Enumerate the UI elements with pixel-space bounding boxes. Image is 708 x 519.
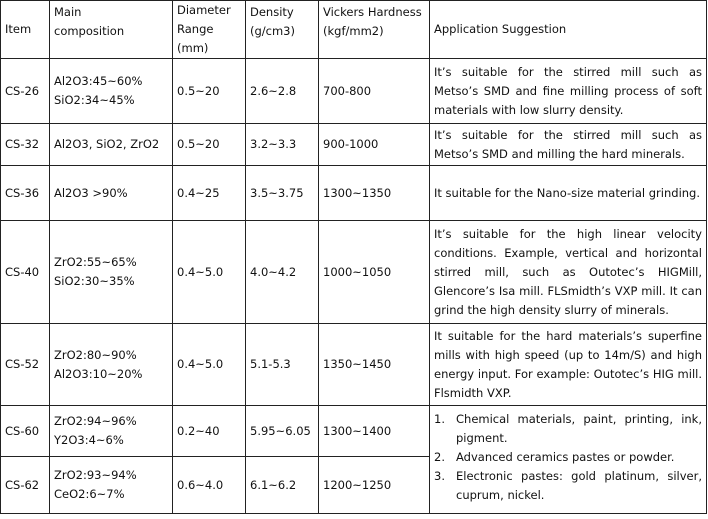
diameter-cell: 0.2~40 <box>173 406 246 457</box>
header-row <box>1 1 707 59</box>
composition-cell: Al2O3:45~60% SiO2:34~45% <box>50 59 173 124</box>
header-composition: Main composition <box>50 1 173 59</box>
composition-cell: ZrO2:80~90% Al2O3:10~20% <box>50 324 173 406</box>
diameter-cell: 0.4~5.0 <box>173 324 246 406</box>
diameter-cell: 0.4~25 <box>173 166 246 221</box>
diameter-cell: 0.5~20 <box>173 124 246 166</box>
composition-cell: ZrO2:94~96% Y2O3:4~6% <box>50 406 173 457</box>
item-cell: CS-60 <box>1 406 50 457</box>
item-cell: CS-62 <box>1 457 50 514</box>
density-cell: 6.1~6.2 <box>246 457 319 514</box>
density-cell: 3.5~3.75 <box>246 166 319 221</box>
density-cell: 5.1-5.3 <box>246 324 319 406</box>
composition-cell: Al2O3, SiO2, ZrO2 <box>50 124 173 166</box>
hardness-cell: 1000~1050 <box>319 221 430 324</box>
hardness-cell: 1300~1350 <box>319 166 430 221</box>
list-item: 3. Electronic pastes: gold platinum, silver, cuprum, nickel. <box>434 469 702 502</box>
header-item: Item <box>1 1 50 59</box>
header-application: Application Suggestion <box>430 1 707 59</box>
header-hardness: Vickers Hardness (kgf/mm2) <box>319 1 430 59</box>
hardness-cell: 1200~1250 <box>319 457 430 514</box>
diameter-cell: 0.4~5.0 <box>173 221 246 324</box>
application-cell: It’s suitable for the high linear velocity conditions. Example, vertical and horizontal stirred mill, such as Outotec’s HIGMill, Glencore’s Isa mill. FLSmidth’s VXP mill. It can grind the high density slurry of minerals. <box>430 221 707 324</box>
application-cell: It suitable for the hard materials’s superfine mills with high speed (up to 14m/S) and high energy input. For example: Outotec’s HIG mill. Flsmidth VXP. <box>430 324 707 406</box>
application-list <box>434 410 702 505</box>
item-cell: CS-36 <box>1 166 50 221</box>
header-density: Density (g/cm3) <box>246 1 319 59</box>
hardness-cell: 1350~1450 <box>319 324 430 406</box>
hardness-cell: 1300~1400 <box>319 406 430 457</box>
table-row <box>1 406 707 457</box>
density-cell: 4.0~4.2 <box>246 221 319 324</box>
application-list-cell <box>430 406 707 514</box>
diameter-cell: 0.6~4.0 <box>173 457 246 514</box>
hardness-cell: 700-800 <box>319 59 430 124</box>
list-item: 2. Advanced ceramics pastes or powder. <box>434 450 675 464</box>
composition-cell: ZrO2:55~65% SiO2:30~35% <box>50 221 173 324</box>
item-cell: CS-26 <box>1 59 50 124</box>
table-row <box>1 166 707 221</box>
list-item: 1. Chemical materials, paint, printing, ink, pigment. <box>434 412 702 445</box>
hardness-cell: 900-1000 <box>319 124 430 166</box>
density-cell: 2.6~2.8 <box>246 59 319 124</box>
density-cell: 5.95~6.05 <box>246 406 319 457</box>
application-cell: It’s suitable for the stirred mill such as Metso’s SMD and milling the hard minerals. <box>430 124 707 166</box>
table-row <box>1 324 707 406</box>
application-cell: It’s suitable for the stirred mill such as Metso’s SMD and fine milling process of soft materials with low slurry density. <box>430 59 707 124</box>
diameter-cell: 0.5~20 <box>173 59 246 124</box>
density-cell: 3.2~3.3 <box>246 124 319 166</box>
composition-cell: Al2O3 >90% <box>50 166 173 221</box>
item-cell: CS-52 <box>1 324 50 406</box>
composition-cell: ZrO2:93~94% CeO2:6~7% <box>50 457 173 514</box>
application-cell: It suitable for the Nano-size material grinding. <box>430 166 707 221</box>
table-row <box>1 59 707 124</box>
item-cell: CS-40 <box>1 221 50 324</box>
table-row <box>1 221 707 324</box>
table-row <box>1 124 707 166</box>
header-diameter: Diameter Range (mm) <box>173 1 246 59</box>
item-cell: CS-32 <box>1 124 50 166</box>
